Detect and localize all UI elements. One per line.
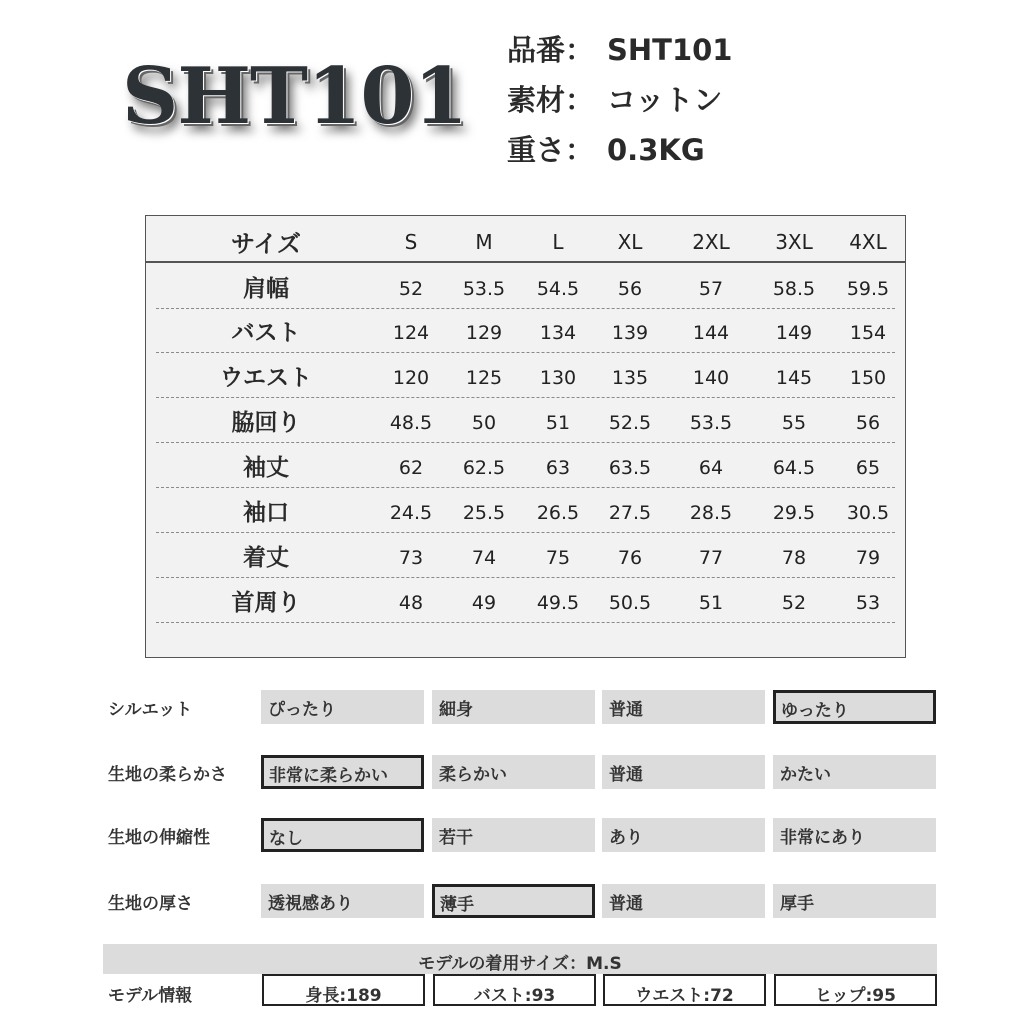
size-header-xl: XL bbox=[617, 230, 643, 254]
size-row bbox=[146, 443, 905, 488]
size-cell: 48.5 bbox=[389, 412, 433, 434]
attribute-option-selected: ゆったり bbox=[773, 690, 936, 724]
size-cell: 145 bbox=[775, 367, 813, 389]
size-cell: 52 bbox=[781, 592, 807, 614]
size-cell: 54.5 bbox=[536, 278, 580, 300]
size-cell: 57 bbox=[698, 278, 724, 300]
size-cell: 53.5 bbox=[689, 412, 733, 434]
size-cell: 51 bbox=[545, 412, 571, 434]
attribute-label: 生地の柔らかさ bbox=[108, 765, 227, 785]
attribute-row bbox=[0, 884, 1024, 918]
size-cell: 55 bbox=[781, 412, 807, 434]
size-cell: 53 bbox=[855, 592, 881, 614]
size-row bbox=[146, 533, 905, 578]
attribute-label: シルエット bbox=[108, 700, 193, 720]
size-cell: 63.5 bbox=[608, 457, 652, 479]
attribute-option: かたい bbox=[773, 755, 936, 789]
row-divider bbox=[156, 622, 895, 623]
size-cell: 78 bbox=[781, 547, 807, 569]
attribute-option: 普通 bbox=[602, 755, 765, 789]
size-cell: 154 bbox=[849, 322, 887, 344]
size-cell: 76 bbox=[617, 547, 643, 569]
size-table-header bbox=[146, 216, 905, 263]
size-cell: 65 bbox=[855, 457, 881, 479]
product-logo: SHT101 bbox=[122, 51, 467, 142]
model-info-cell: ヒップ:95 bbox=[774, 974, 937, 1006]
attribute-label: 生地の厚さ bbox=[108, 894, 193, 914]
size-cell: 48 bbox=[398, 592, 424, 614]
spec-material: 素材： コットン bbox=[507, 83, 723, 117]
size-cell: 77 bbox=[698, 547, 724, 569]
attribute-row bbox=[0, 755, 1024, 789]
attribute-option-selected: なし bbox=[261, 818, 424, 852]
attribute-option-selected: 薄手 bbox=[432, 884, 595, 918]
size-cell: 125 bbox=[465, 367, 503, 389]
size-header-s: S bbox=[404, 230, 418, 254]
size-cell: 144 bbox=[692, 322, 730, 344]
attribute-option: 柔らかい bbox=[432, 755, 595, 789]
attribute-option-selected: 非常に柔らかい bbox=[261, 755, 424, 789]
size-cell: 149 bbox=[775, 322, 813, 344]
size-cell: 49.5 bbox=[536, 592, 580, 614]
size-cell: 59.5 bbox=[846, 278, 890, 300]
size-cell: 50.5 bbox=[608, 592, 652, 614]
size-header-2xl: 2XL bbox=[692, 230, 730, 254]
size-row bbox=[146, 264, 905, 309]
attribute-option: ぴったり bbox=[261, 690, 424, 724]
size-cell: 29.5 bbox=[772, 502, 816, 524]
size-header-3xl: 3XL bbox=[775, 230, 813, 254]
size-cell: 27.5 bbox=[608, 502, 652, 524]
size-cell: 74 bbox=[471, 547, 497, 569]
size-row-label: バスト bbox=[231, 320, 301, 346]
size-cell: 139 bbox=[611, 322, 649, 344]
attribute-option: 非常にあり bbox=[773, 818, 936, 852]
size-cell: 56 bbox=[855, 412, 881, 434]
size-cell: 24.5 bbox=[389, 502, 433, 524]
size-cell: 49 bbox=[471, 592, 497, 614]
size-row-label: 着丈 bbox=[243, 545, 289, 571]
size-cell: 30.5 bbox=[846, 502, 890, 524]
size-cell: 25.5 bbox=[462, 502, 506, 524]
size-cell: 73 bbox=[398, 547, 424, 569]
model-wearing-size: モデルの着用サイズ：M.S bbox=[103, 944, 937, 974]
attribute-option: 透視感あり bbox=[261, 884, 424, 918]
size-cell: 53.5 bbox=[462, 278, 506, 300]
size-row-label: 肩幅 bbox=[243, 276, 289, 302]
spec-weight: 重さ： 0.3KG bbox=[507, 133, 705, 167]
size-cell: 52.5 bbox=[608, 412, 652, 434]
size-row-label: 首周り bbox=[231, 590, 301, 616]
size-row bbox=[146, 398, 905, 443]
attribute-option: 普通 bbox=[602, 690, 765, 724]
attribute-option: 若干 bbox=[432, 818, 595, 852]
attribute-row bbox=[0, 818, 1024, 852]
size-header-label: サイズ bbox=[230, 230, 302, 258]
size-cell: 150 bbox=[849, 367, 887, 389]
size-cell: 120 bbox=[392, 367, 430, 389]
size-row bbox=[146, 353, 905, 398]
size-row-label: ウエスト bbox=[220, 365, 312, 391]
size-cell: 130 bbox=[539, 367, 577, 389]
size-row bbox=[146, 308, 905, 353]
size-cell: 62.5 bbox=[462, 457, 506, 479]
size-cell: 64 bbox=[698, 457, 724, 479]
size-cell: 58.5 bbox=[772, 278, 816, 300]
attribute-option: 細身 bbox=[432, 690, 595, 724]
size-table bbox=[145, 215, 906, 658]
size-header-4xl: 4XL bbox=[849, 230, 887, 254]
size-header-m: M bbox=[475, 230, 493, 254]
size-cell: 124 bbox=[392, 322, 430, 344]
spec-product-number: 品番： SHT101 bbox=[507, 33, 733, 67]
size-cell: 134 bbox=[539, 322, 577, 344]
size-cell: 50 bbox=[471, 412, 497, 434]
size-cell: 135 bbox=[611, 367, 649, 389]
size-cell: 64.5 bbox=[772, 457, 816, 479]
size-header-l: L bbox=[552, 230, 564, 254]
attribute-option: あり bbox=[602, 818, 765, 852]
model-info-cell: 身長:189 bbox=[262, 974, 425, 1006]
model-info-cell: バスト:93 bbox=[433, 974, 596, 1006]
size-cell: 129 bbox=[465, 322, 503, 344]
model-info-label: モデル情報 bbox=[108, 986, 193, 1006]
size-cell: 26.5 bbox=[536, 502, 580, 524]
model-info-cell: ウエスト:72 bbox=[603, 974, 766, 1006]
size-cell: 62 bbox=[398, 457, 424, 479]
size-row bbox=[146, 578, 905, 623]
product-specs bbox=[507, 30, 732, 180]
size-cell: 63 bbox=[545, 457, 571, 479]
size-row-label: 袖口 bbox=[243, 500, 289, 526]
size-cell: 51 bbox=[698, 592, 724, 614]
size-cell: 52 bbox=[398, 278, 424, 300]
attribute-option: 普通 bbox=[602, 884, 765, 918]
size-row bbox=[146, 488, 905, 533]
attribute-label: 生地の伸縮性 bbox=[108, 828, 210, 848]
size-cell: 75 bbox=[545, 547, 571, 569]
size-cell: 140 bbox=[692, 367, 730, 389]
size-cell: 28.5 bbox=[689, 502, 733, 524]
attribute-option: 厚手 bbox=[773, 884, 936, 918]
attribute-row bbox=[0, 690, 1024, 724]
size-row-label: 袖丈 bbox=[243, 455, 289, 481]
size-row-label: 脇回り bbox=[231, 410, 301, 436]
size-cell: 56 bbox=[617, 278, 643, 300]
size-cell: 79 bbox=[855, 547, 881, 569]
